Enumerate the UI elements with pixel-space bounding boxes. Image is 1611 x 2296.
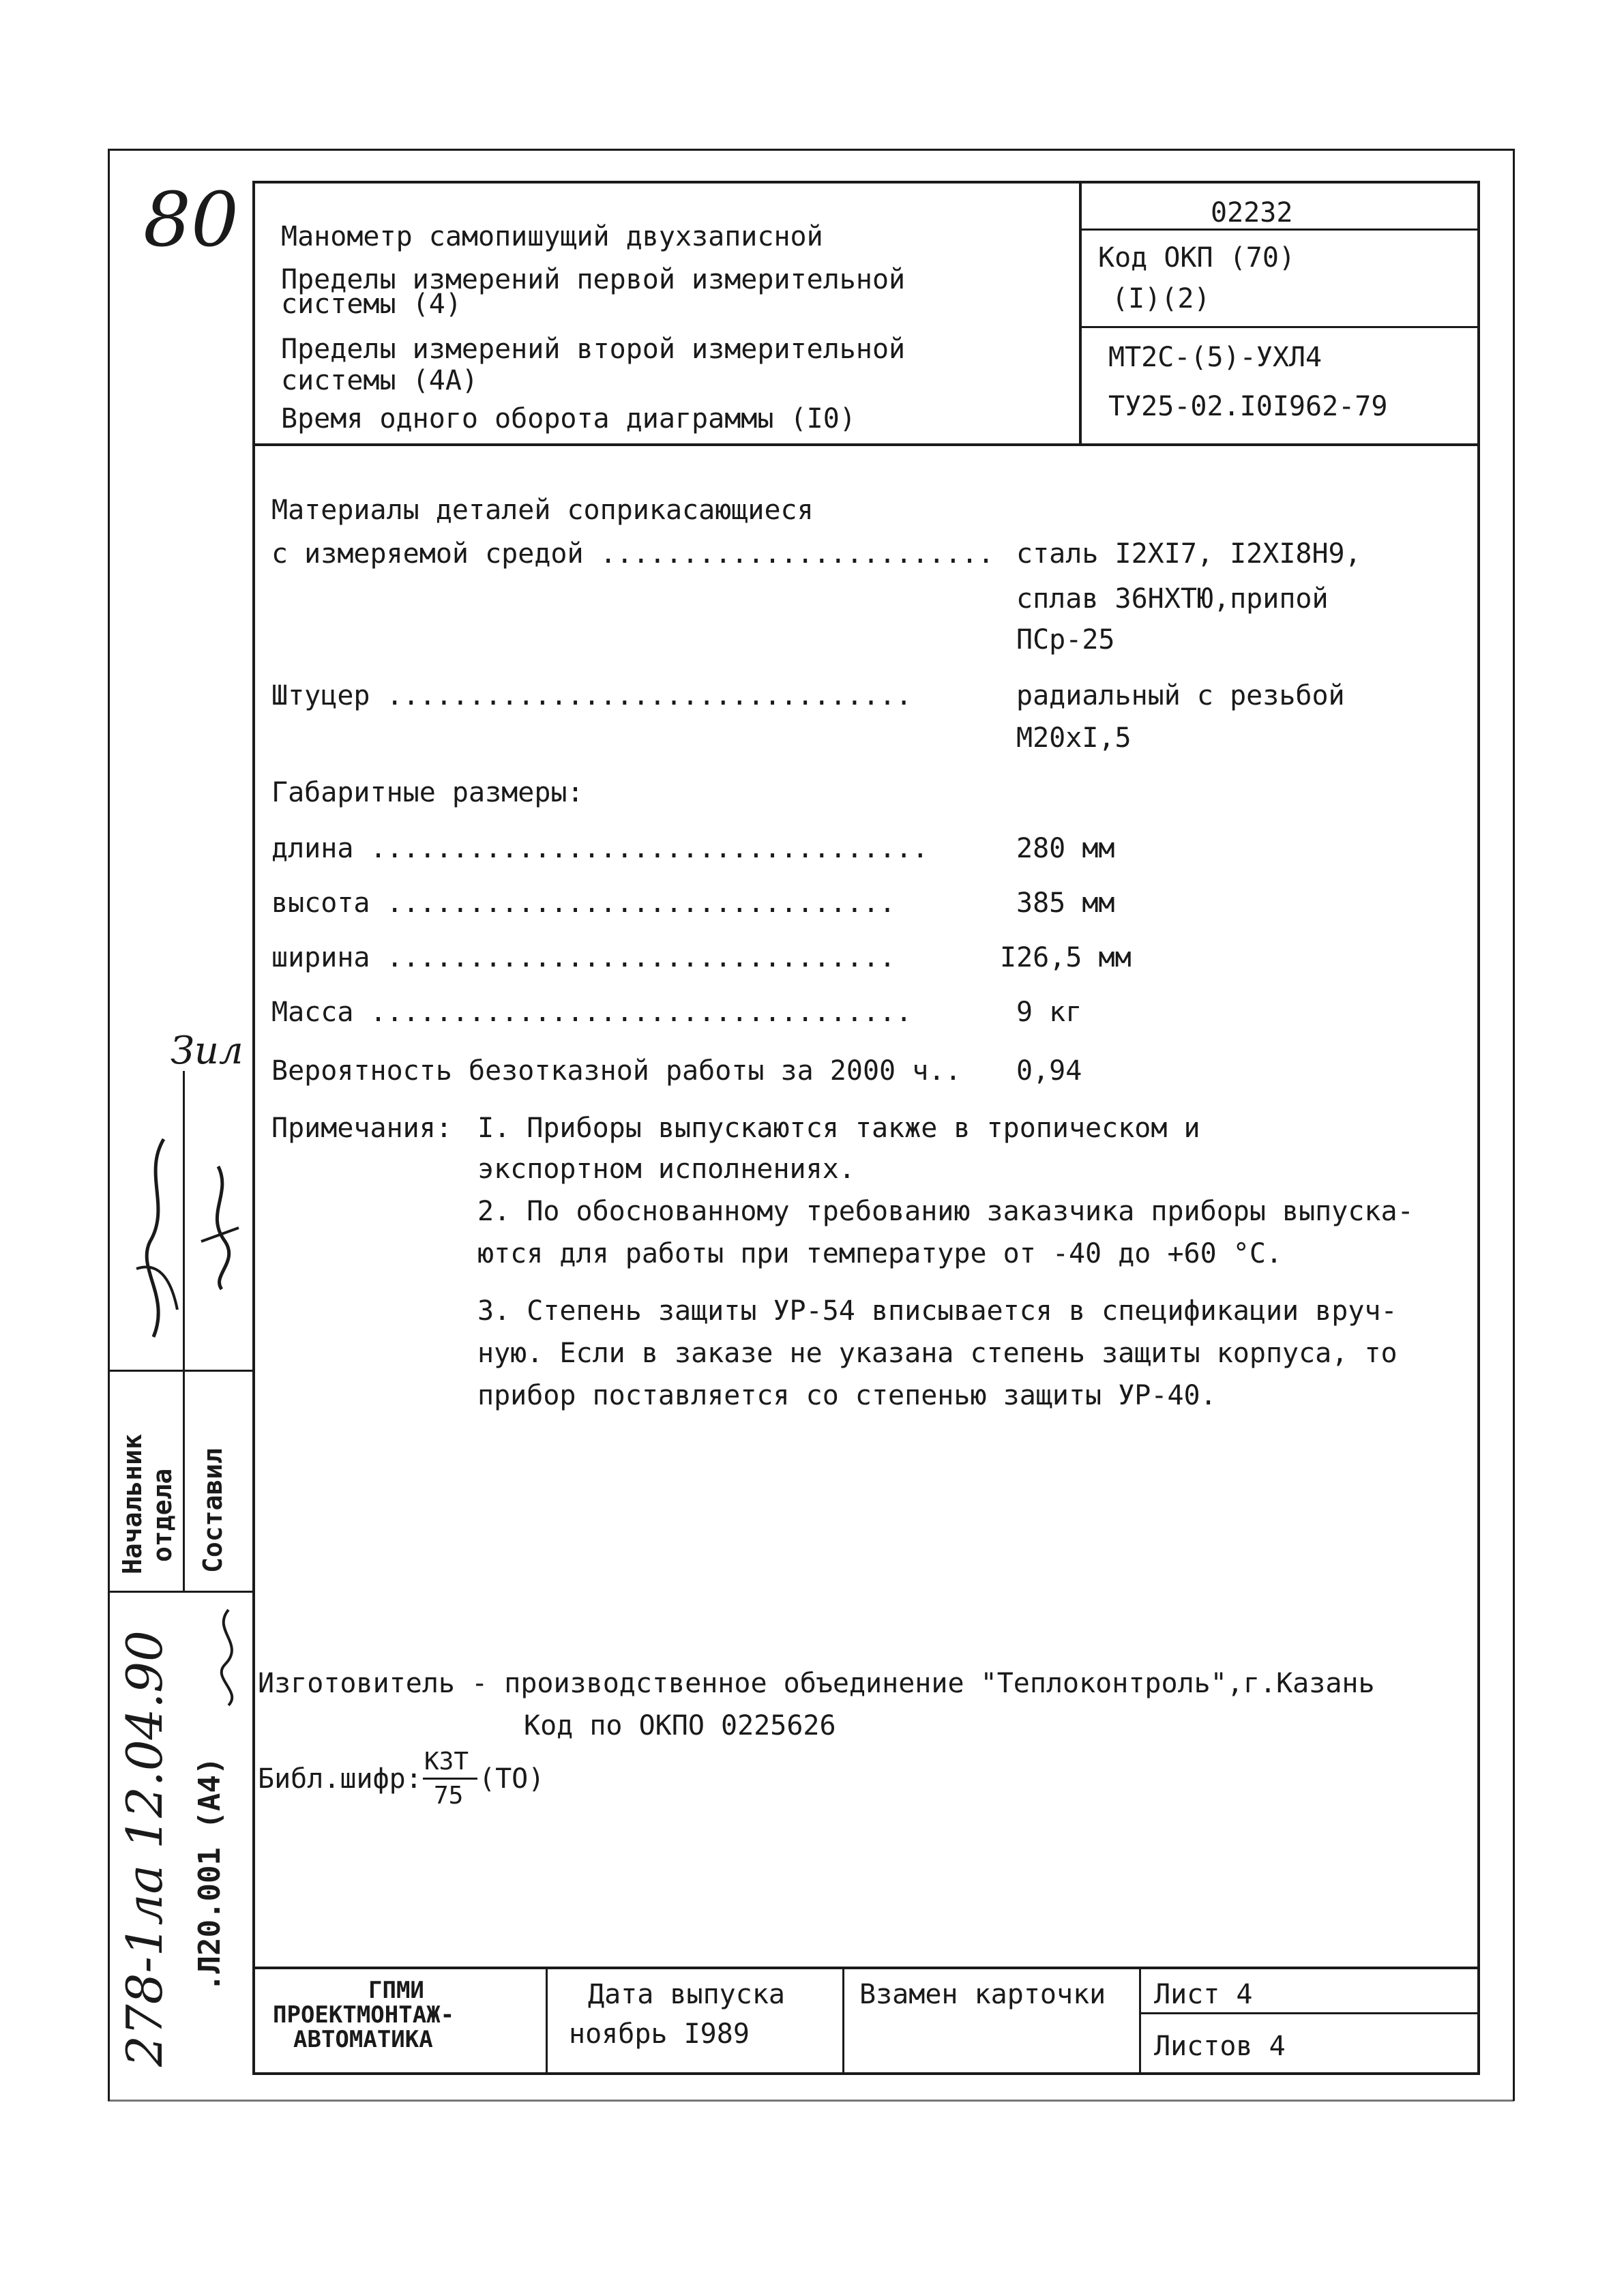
footer-release-label: Дата выпуска — [588, 1979, 785, 2010]
footer-org-line-1: ГПМИ — [368, 1977, 424, 2004]
footer-top-rule — [252, 1967, 1480, 1969]
main-frame-top — [252, 181, 1480, 183]
mass-value: 9 кг — [1016, 997, 1082, 1028]
note-3-line-b: ную. Если в заказе не указана степень защиты корпуса, то — [477, 1338, 1398, 1369]
materials-label-1: Материалы деталей соприкасающиеся — [271, 495, 814, 526]
reliability-value: 0,94 — [1016, 1055, 1082, 1087]
outer-frame-left — [108, 149, 110, 2101]
length-value: 280 мм — [1016, 833, 1115, 864]
library-denominator: 75 — [434, 1782, 464, 1810]
side-stamp-mid-rule — [108, 1591, 252, 1593]
main-frame-right — [1477, 181, 1480, 2075]
side-stamp-top-rule — [108, 1370, 252, 1372]
height-label: высота ............................... — [271, 887, 896, 919]
side-head-label-1: Начальник — [117, 1434, 147, 1574]
note-1-line-a: I. Приборы выпускаются также в тропическом и — [477, 1113, 1200, 1144]
signature-author — [123, 1132, 184, 1351]
library-fraction-bar — [423, 1778, 477, 1780]
note-3-line-a: 3. Степень защиты УР-54 вписывается в спецификации вруч- — [477, 1295, 1398, 1327]
note-2-line-a: 2. По обоснованному требованию заказчика приборы выпуска- — [477, 1196, 1414, 1227]
width-label: ширина ............................... — [271, 942, 896, 973]
note-3-line-c: прибор поставляется со степенью защиты УР-40. — [477, 1380, 1217, 1411]
title-line-1: Манометр самопишущий двухзаписной — [281, 221, 823, 252]
outer-frame-top — [108, 149, 1514, 151]
main-frame-left — [252, 181, 255, 2075]
fitting-label: Штуцер ................................ — [271, 680, 913, 711]
outer-frame-right — [1513, 149, 1515, 2101]
materials-value-2: сплав 36НХТЮ,припой — [1016, 583, 1329, 615]
signature-head — [191, 1160, 246, 1296]
height-value: 385 мм — [1016, 887, 1115, 919]
outer-frame-bottom — [108, 2100, 1514, 2102]
fitting-value-2: М20хI,5 — [1016, 722, 1132, 754]
signature-date-initials — [205, 1603, 252, 1712]
width-value: I26,5 мм — [1000, 942, 1132, 973]
library-suffix: (ТО) — [479, 1763, 545, 1795]
materials-value-3: ПСр-25 — [1016, 624, 1115, 656]
dimensions-heading: Габаритные размеры: — [271, 777, 584, 808]
model-code: МТ2С-(5)-УХЛ4 — [1108, 342, 1322, 373]
materials-label-2: с измеряемой средой ........................ — [271, 538, 994, 570]
okp-code-label: Код ОКП (70) — [1098, 242, 1295, 274]
footer-release-date: ноябрь I989 — [569, 2018, 750, 2050]
mass-label: Масса ................................. — [271, 997, 913, 1028]
library-numerator: КЗТ — [424, 1748, 469, 1776]
side-handwritten-code: 278-1ла 12.04.90 — [116, 1630, 173, 2067]
footer-replace-label: Взамен карточки — [859, 1979, 1106, 2010]
title-line-4: Время одного оборота диаграммы (I0) — [281, 403, 856, 435]
materials-value-1: сталь I2XI7, I2XI8H9, — [1016, 538, 1361, 570]
main-frame-bottom — [252, 2072, 1480, 2075]
title-line-2b: системы (4) — [281, 289, 462, 320]
manufacturer-line-2: Код по ОКПО 0225626 — [524, 1710, 836, 1741]
side-author-label: Составил — [198, 1447, 228, 1573]
manufacturer-line-1: Изготовитель - производственное объединение "Теплоконтроль",г.Казань — [258, 1668, 1375, 1699]
footer-div-2 — [842, 1967, 844, 2074]
title-line-3a: Пределы измерений второй измерительной — [281, 334, 906, 365]
footer-sheet-label: Лист 4 — [1154, 1979, 1253, 2010]
okp-code-sub: (I)(2) — [1112, 283, 1211, 314]
code-block-rule-1 — [1079, 229, 1480, 231]
footer-org-line-3: АВТОМАТИКА — [293, 2026, 433, 2053]
title-line-2a: Пределы измерений первой измерительной — [281, 264, 906, 295]
code-number: 02232 — [1211, 197, 1293, 229]
notes-label: Примечания: — [271, 1113, 452, 1144]
code-block-rule-2 — [1079, 326, 1480, 328]
library-label: Библ.шифр: — [258, 1763, 422, 1795]
side-head-label-2: отдела — [147, 1468, 177, 1562]
footer-div-1 — [546, 1967, 548, 2074]
code-block-divider-v — [1079, 181, 1082, 446]
title-line-3b: системы (4А) — [281, 365, 478, 396]
footer-sheet-rule — [1139, 2012, 1480, 2014]
sheet-number-handwritten: 80 — [143, 176, 239, 263]
footer-sheets-label: Листов 4 — [1154, 2031, 1286, 2062]
side-initials-handwritten: Зил — [171, 1029, 243, 1073]
tu-code: ТУ25-02.I0I962-79 — [1108, 391, 1388, 422]
side-doc-code: .Л20.001 (А4) — [192, 1756, 227, 1992]
header-divider — [252, 443, 1480, 446]
fitting-value-1: радиальный с резьбой — [1016, 680, 1345, 711]
footer-div-3 — [1139, 1967, 1141, 2074]
length-label: длина .................................. — [271, 833, 929, 864]
footer-org-line-2: ПРОЕКТМОНТАЖ- — [273, 2001, 455, 2029]
reliability-label: Вероятность безотказной работы за 2000 ч.. — [271, 1055, 962, 1087]
note-2-line-b: ются для работы при температуре от -40 до +60 °С. — [477, 1238, 1283, 1269]
note-1-line-b: экспортном исполнениях. — [477, 1153, 855, 1185]
